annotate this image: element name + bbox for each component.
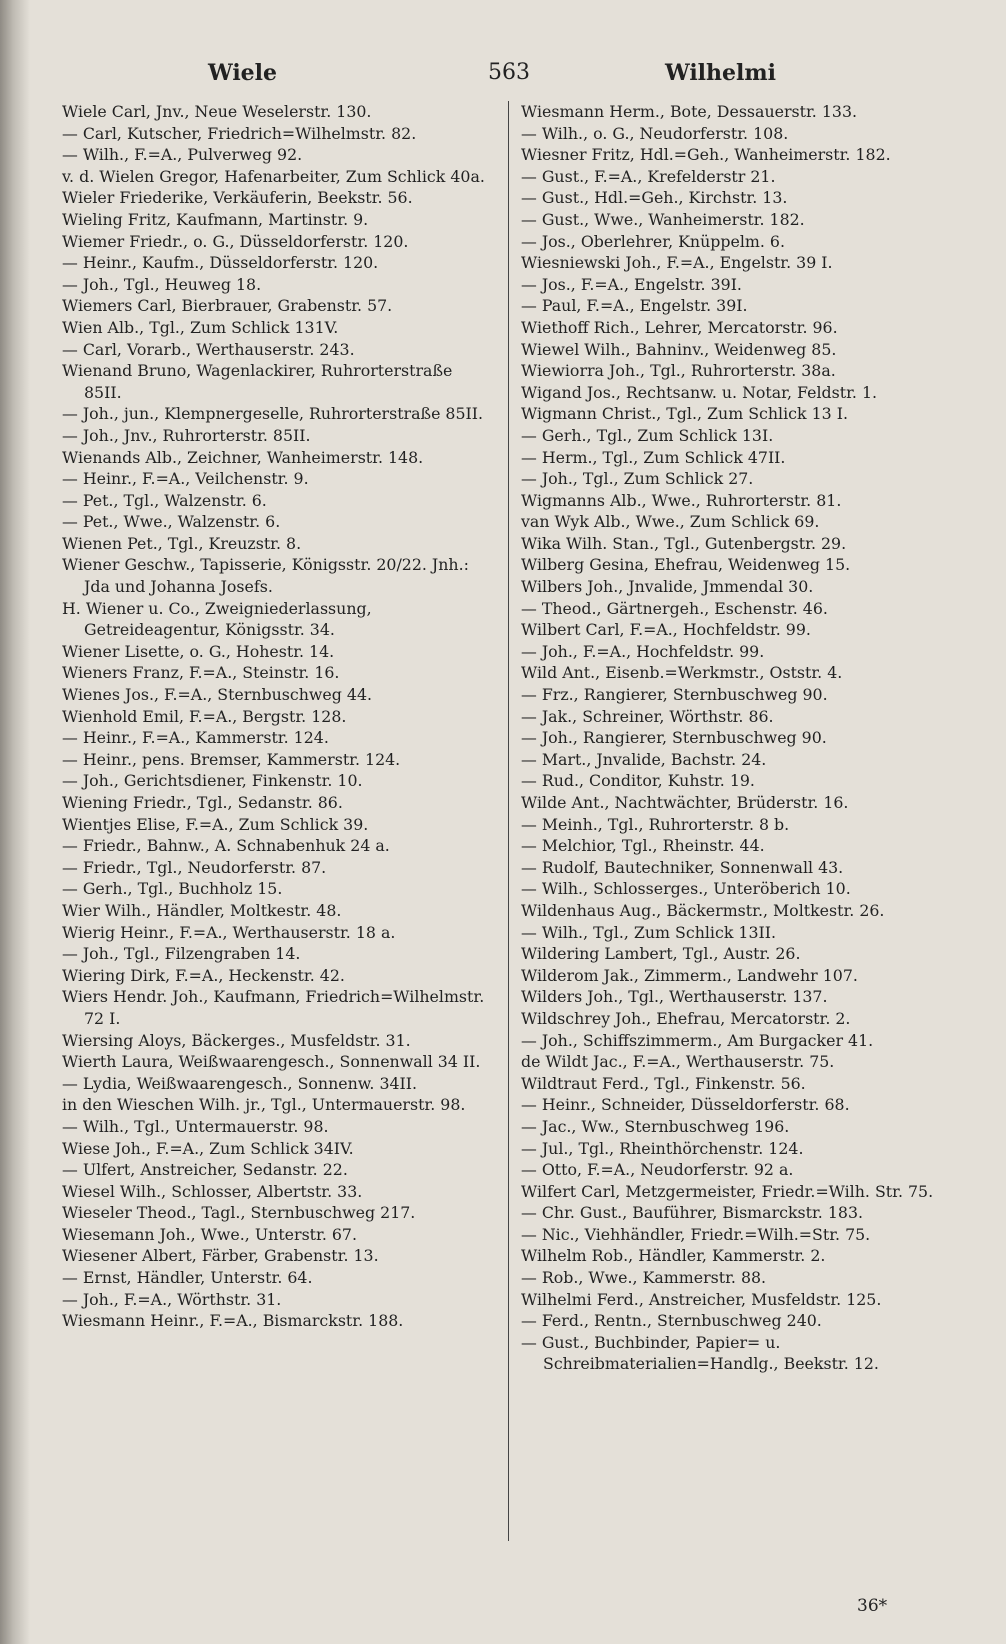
- book-spine-shadow: [0, 0, 30, 1644]
- directory-entry: — Joh., F.=A., Hochfeldstr. 99.: [521, 641, 765, 661]
- directory-entry: — Rudolf, Bautechniker, Sonnenwall 43.: [521, 857, 844, 877]
- directory-entry: in den Wieschen Wilh. jr., Tgl., Untermauerstr. 98.: [62, 1095, 466, 1115]
- directory-entry: Wiener Lisette, o. G., Hohestr. 14.: [62, 641, 335, 661]
- directory-entry: — Gerh., Tgl., Zum Schlick 13I.: [521, 425, 774, 445]
- directory-entry: Wildering Lambert, Tgl., Austr. 26.: [521, 944, 801, 964]
- left-column: [62, 101, 494, 1332]
- directory-entry: — Wilh., F.=A., Pulverweg 92.: [62, 145, 303, 165]
- directory-entry: Wieseler Theod., Tagl., Sternbuschweg 217.: [62, 1203, 416, 1223]
- directory-entry: Wienes Jos., F.=A., Sternbuschweg 44.: [62, 685, 373, 705]
- directory-entry: — Heinr., F.=A., Veilchenstr. 9.: [62, 469, 309, 489]
- directory-entry: — Otto, F.=A., Neudorferstr. 92 a.: [521, 1160, 794, 1180]
- directory-entry: — Gerh., Tgl., Buchholz 15.: [62, 879, 283, 899]
- directory-entry: Wieler Friederike, Verkäuferin, Beekstr. 56.: [62, 188, 413, 208]
- directory-entry: — Friedr., Tgl., Neudorferstr. 87.: [62, 857, 327, 877]
- directory-entry: — Joh., Jnv., Ruhrorterstr. 85II.: [62, 425, 311, 445]
- directory-entry: — Rud., Conditor, Kuhstr. 19.: [521, 771, 755, 791]
- directory-entry: — Mart., Jnvalide, Bachstr. 24.: [521, 749, 767, 769]
- directory-entry: Wienand Bruno, Wagenlackirer, Ruhrorterstraße 85II.: [62, 361, 453, 402]
- column-divider: [508, 101, 509, 1541]
- directory-entry: de Wildt Jac., F.=A., Werthauserstr. 75.: [521, 1052, 835, 1072]
- directory-entry: — Carl, Kutscher, Friedrich=Wilhelmstr. 82.: [62, 123, 417, 143]
- directory-entry: — Joh., Rangierer, Sternbuschweg 90.: [521, 728, 827, 748]
- directory-entry: — Wilh., Schlosserges., Unteröberich 10.: [521, 879, 851, 899]
- directory-entry: Wiesmann Heinr., F.=A., Bismarckstr. 188.: [62, 1311, 404, 1331]
- directory-entry: Wiele Carl, Jnv., Neue Weselerstr. 130.: [62, 102, 372, 121]
- directory-entry: — Joh., Tgl., Filzengraben 14.: [62, 944, 301, 964]
- directory-entry: — Jos., Oberlehrer, Knüppelm. 6.: [521, 231, 785, 251]
- directory-entry: — Ferd., Rentn., Sternbuschweg 240.: [521, 1311, 822, 1331]
- directory-entry: Wiesmann Herm., Bote, Dessauerstr. 133.: [521, 102, 858, 121]
- directory-entry: Wiesniewski Joh., F.=A., Engelstr. 39 I.: [521, 253, 833, 273]
- directory-entry: — Heinr., Schneider, Düsseldorferstr. 68.: [521, 1095, 850, 1115]
- directory-entry: Wier Wilh., Händler, Moltkestr. 48.: [62, 900, 342, 920]
- directory-entry: — Heinr., Kaufm., Düsseldorferstr. 120.: [62, 253, 379, 273]
- directory-entry: — Jak., Schreiner, Wörthstr. 86.: [521, 706, 774, 726]
- directory-entry: Wigmanns Alb., Wwe., Ruhrorterstr. 81.: [521, 490, 842, 510]
- directory-entry: Wilberg Gesina, Ehefrau, Weidenweg 15.: [521, 555, 851, 575]
- directory-entry: — Rob., Wwe., Kammerstr. 88.: [521, 1268, 767, 1288]
- directory-entry: — Joh., F.=A., Wörthstr. 31.: [62, 1289, 282, 1309]
- directory-entry: Wiesener Albert, Färber, Grabenstr. 13.: [62, 1246, 379, 1266]
- directory-entry: Wilders Joh., Tgl., Werthauserstr. 137.: [521, 987, 828, 1007]
- directory-entry: — Lydia, Weißwaarengesch., Sonnenw. 34II.: [62, 1073, 418, 1093]
- directory-entry: van Wyk Alb., Wwe., Zum Schlick 69.: [521, 512, 820, 532]
- header-left-keyword: Wiele: [208, 60, 278, 86]
- directory-entry: Wilfert Carl, Metzgermeister, Friedr.=Wilh. Str. 75.: [521, 1181, 934, 1201]
- directory-entry: Wilhelm Rob., Händler, Kammerstr. 2.: [521, 1246, 826, 1266]
- directory-entry: Wienands Alb., Zeichner, Wanheimerstr. 148.: [62, 447, 424, 467]
- directory-entry: Wilde Ant., Nachtwächter, Brüderstr. 16.: [521, 793, 849, 812]
- directory-entry: — Jac., Ww., Sternbuschweg 196.: [521, 1116, 790, 1136]
- directory-entry: Wiemer Friedr., o. G., Düsseldorferstr. 120.: [62, 231, 409, 251]
- page-number: 563: [488, 60, 530, 85]
- directory-entry: — Joh., Tgl., Zum Schlick 27.: [521, 469, 754, 489]
- directory-entry: — Frz., Rangierer, Sternbuschweg 90.: [521, 685, 828, 705]
- directory-entry: Wiesner Fritz, Hdl.=Geh., Wanheimerstr. 182.: [521, 145, 891, 165]
- directory-entry: Wiersing Aloys, Bäckerges., Musfeldstr. 31.: [62, 1030, 411, 1050]
- directory-entry: Wienen Pet., Tgl., Kreuzstr. 8.: [62, 533, 302, 553]
- directory-entry: — Pet., Tgl., Walzenstr. 6.: [62, 490, 267, 510]
- directory-entry: — Theod., Gärtnergeh., Eschenstr. 46.: [521, 598, 828, 618]
- directory-entry: — Joh., Gerichtsdiener, Finkenstr. 10.: [62, 771, 363, 791]
- directory-entry: Wien Alb., Tgl., Zum Schlick 131V.: [62, 317, 339, 337]
- directory-entry: — Heinr., pens. Bremser, Kammerstr. 124.: [62, 749, 401, 769]
- directory-entry: — Ernst, Händler, Unterstr. 64.: [62, 1268, 313, 1288]
- directory-entry: Wieling Fritz, Kaufmann, Martinstr. 9.: [62, 209, 369, 229]
- directory-entry: — Gust., F.=A., Krefelderstr 21.: [521, 166, 776, 186]
- directory-entry: Wiering Dirk, F.=A., Heckenstr. 42.: [62, 965, 345, 985]
- directory-entry: — Carl, Vorarb., Werthauserstr. 243.: [62, 339, 355, 359]
- directory-entry: — Gust., Hdl.=Geh., Kirchstr. 13.: [521, 188, 788, 208]
- directory-entry: Wildtraut Ferd., Tgl., Finkenstr. 56.: [521, 1073, 806, 1093]
- directory-entry: Wiesel Wilh., Schlosser, Albertstr. 33.: [62, 1181, 363, 1201]
- header-right-keyword: Wilhelmi: [665, 60, 777, 86]
- directory-entry: — Gust., Wwe., Wanheimerstr. 182.: [521, 209, 805, 229]
- directory-entry: Wiemers Carl, Bierbrauer, Grabenstr. 57.: [62, 296, 393, 316]
- directory-entry: Wilbert Carl, F.=A., Hochfeldstr. 99.: [521, 620, 811, 640]
- directory-entry: — Gust., Buchbinder, Papier= u. Schreibmaterialien=Handlg., Beekstr. 12.: [521, 1332, 879, 1374]
- directory-entry: — Wilh., Tgl., Zum Schlick 13II.: [521, 922, 777, 942]
- directory-entry: Wierth Laura, Weißwaarengesch., Sonnenwall 34 II.: [62, 1052, 481, 1072]
- directory-entry: Wienhold Emil, F.=A., Bergstr. 128.: [62, 706, 347, 726]
- signature-mark: 36*: [857, 1596, 888, 1616]
- directory-entry: Wildenhaus Aug., Bäckermstr., Moltkestr. 26.: [521, 900, 885, 920]
- directory-entry: — Jos., F.=A., Engelstr. 39I.: [521, 274, 742, 294]
- directory-entry: — Paul, F.=A., Engelstr. 39I.: [521, 296, 748, 316]
- directory-entry: Wierig Heinr., F.=A., Werthauserstr. 18 a.: [62, 922, 396, 942]
- directory-entry: — Pet., Wwe., Walzenstr. 6.: [62, 512, 281, 532]
- directory-entry: v. d. Wielen Gregor, Hafenarbeiter, Zum Schlick 40a.: [62, 166, 485, 186]
- directory-entry: Wiesemann Joh., Wwe., Unterstr. 67.: [62, 1224, 358, 1244]
- directory-entry: — Jul., Tgl., Rheinthörchenstr. 124.: [521, 1138, 804, 1158]
- directory-entry: H. Wiener u. Co., Zweigniederlassung, Getreideagentur, Königsstr. 34.: [62, 598, 372, 640]
- directory-entry: Wiening Friedr., Tgl., Sedanstr. 86.: [62, 793, 343, 812]
- directory-entry: Wientjes Elise, F.=A., Zum Schlick 39.: [62, 814, 369, 834]
- directory-entry: Wild Ant., Eisenb.=Werkmstr., Oststr. 4.: [521, 663, 843, 683]
- directory-entry: Wiese Joh., F.=A., Zum Schlick 34IV.: [62, 1138, 354, 1158]
- directory-entry: — Wilh., o. G., Neudorferstr. 108.: [521, 123, 789, 143]
- directory-entry: — Nic., Viehhändler, Friedr.=Wilh.=Str. 75.: [521, 1224, 871, 1244]
- directory-entry: — Melchior, Tgl., Rheinstr. 44.: [521, 836, 765, 856]
- directory-entry: Wiers Hendr. Joh., Kaufmann, Friedrich=Wilhelmstr. 72 I.: [62, 987, 485, 1028]
- directory-entry: Wieners Franz, F.=A., Steinstr. 16.: [62, 663, 340, 683]
- directory-entry: Wiethoff Rich., Lehrer, Mercatorstr. 96.: [521, 317, 838, 337]
- directory-entry: Wilbers Joh., Jnvalide, Jmmendal 30.: [521, 577, 814, 597]
- right-column: [521, 101, 961, 1375]
- directory-entry: Wika Wilh. Stan., Tgl., Gutenbergstr. 29.: [521, 533, 847, 553]
- directory-entry: Wiener Geschw., Tapisserie, Königsstr. 20/22. Jnh.: Jda und Johanna Josefs.: [62, 555, 469, 597]
- directory-entry: Wiewel Wilh., Bahninv., Weidenweg 85.: [521, 339, 837, 359]
- directory-entry: Wiewiorra Joh., Tgl., Ruhrorterstr. 38a.: [521, 361, 836, 381]
- directory-entry: — Friedr., Bahnw., A. Schnabenhuk 24 a.: [62, 836, 390, 856]
- directory-entry: — Joh., jun., Klempnergeselle, Ruhrorterstraße 85II.: [62, 404, 484, 424]
- directory-entry: — Heinr., F.=A., Kammerstr. 124.: [62, 728, 329, 748]
- directory-entry: — Herm., Tgl., Zum Schlick 47II.: [521, 447, 786, 467]
- directory-entry: Wildschrey Joh., Ehefrau, Mercatorstr. 2.: [521, 1008, 851, 1028]
- directory-entry: — Ulfert, Anstreicher, Sedanstr. 22.: [62, 1160, 348, 1180]
- directory-entry: Wilderom Jak., Zimmerm., Landwehr 107.: [521, 965, 858, 985]
- directory-entry: — Chr. Gust., Bauführer, Bismarckstr. 183.: [521, 1203, 864, 1223]
- directory-entry: Wigmann Christ., Tgl., Zum Schlick 13 I.: [521, 404, 848, 424]
- directory-entry: — Joh., Schiffszimmerm., Am Burgacker 41.: [521, 1030, 874, 1050]
- directory-entry: — Joh., Tgl., Heuweg 18.: [62, 274, 262, 294]
- directory-entry: — Wilh., Tgl., Untermauerstr. 98.: [62, 1116, 329, 1136]
- page-header: [60, 60, 976, 94]
- directory-entry: Wigand Jos., Rechtsanw. u. Notar, Feldstr. 1.: [521, 382, 878, 402]
- directory-entry: — Meinh., Tgl., Ruhrorterstr. 8 b.: [521, 814, 790, 834]
- directory-entry: Wilhelmi Ferd., Anstreicher, Musfeldstr. 125.: [521, 1289, 882, 1309]
